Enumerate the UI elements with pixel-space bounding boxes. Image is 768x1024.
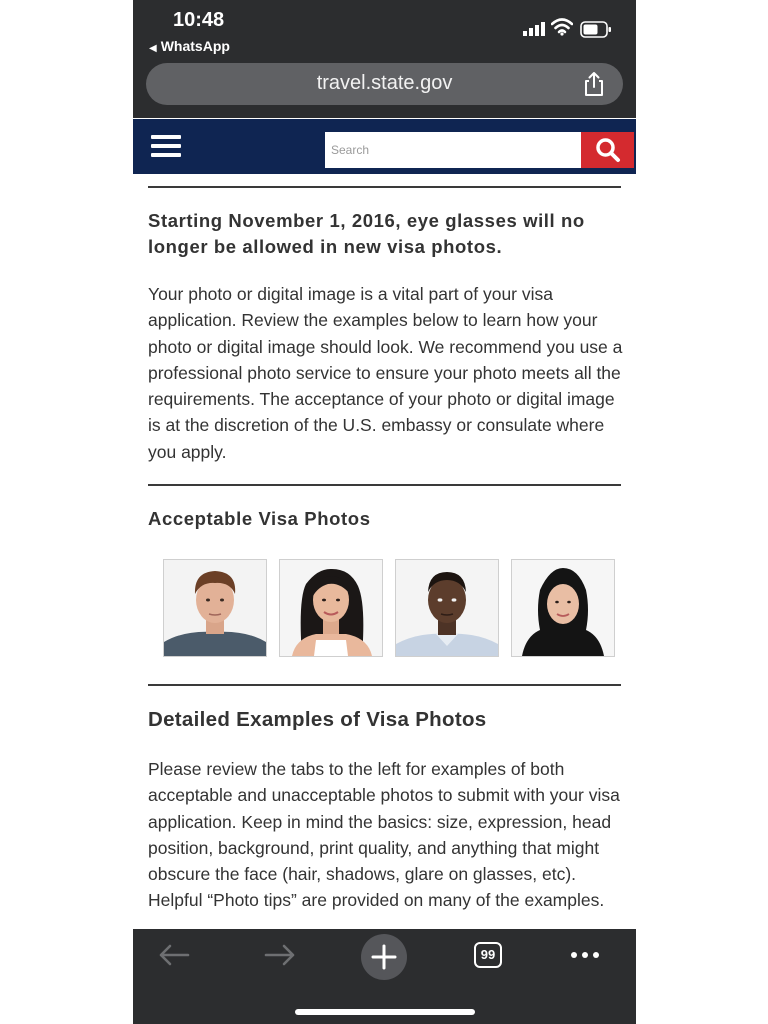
menu-hamburger-icon[interactable]: [151, 135, 181, 159]
home-indicator[interactable]: [295, 1009, 475, 1015]
sample-photo-man-2: [395, 559, 499, 657]
share-icon[interactable]: [581, 71, 607, 97]
intro-paragraph: Your photo or digital image is a vital part of your visa application. Review the examples below to learn how your photo or digital image should look. We recommend you use a professional photo service to ensure your photo meets all the requirements. The acceptance of your photo or digital image is at the discretion of the U.S. embassy or consulate where you apply.: [148, 284, 623, 462]
tab-count: 99: [480, 947, 496, 962]
glasses-notice-heading: Starting November 1, 2016, eye glasses will no longer be allowed in new visa photos.: [148, 210, 585, 257]
address-bar[interactable]: [146, 63, 623, 105]
status-time: 10:48: [173, 9, 225, 31]
status-bar: [133, 0, 636, 118]
battery-icon: [580, 21, 612, 38]
forward-arrow-icon[interactable]: [263, 941, 297, 969]
sample-photo-man-1: [163, 559, 267, 657]
search-icon: [595, 137, 621, 163]
back-app-label: WhatsApp: [160, 38, 230, 54]
new-tab-plus-icon[interactable]: [360, 933, 408, 981]
search-button[interactable]: [581, 132, 634, 168]
site-header: [133, 119, 636, 174]
url-text: travel.state.gov: [316, 72, 453, 94]
back-arrow-icon[interactable]: [157, 941, 191, 969]
divider: [148, 186, 621, 188]
signal-icon: [523, 22, 547, 36]
more-icon[interactable]: [569, 949, 601, 961]
back-triangle-icon: ◀: [149, 43, 157, 54]
sample-photo-woman-1: [279, 559, 383, 657]
tabs-icon[interactable]: [474, 942, 502, 968]
detailed-examples-heading: Detailed Examples of Visa Photos: [148, 708, 487, 731]
acceptable-photos-heading: Acceptable Visa Photos: [148, 508, 371, 529]
phone-screen: [133, 0, 636, 1024]
detailed-examples-paragraph: Please review the tabs to the left for examples of both acceptable and unacceptable photos to submit with your visa application. Keep in mind the basics: size, expression, head position, background, print quality, and anything that might obscure the face (hair, shadows, glare on glasses, etc). Helpful “Photo tips” are provided on many of the examples.: [148, 759, 620, 911]
wifi-icon: [551, 18, 573, 36]
browser-toolbar: [133, 929, 636, 1024]
divider: [148, 484, 621, 486]
site-search-input[interactable]: [325, 132, 581, 168]
divider: [148, 684, 621, 686]
back-to-app-link[interactable]: [149, 38, 230, 54]
sample-photo-woman-hijab: [511, 559, 615, 657]
